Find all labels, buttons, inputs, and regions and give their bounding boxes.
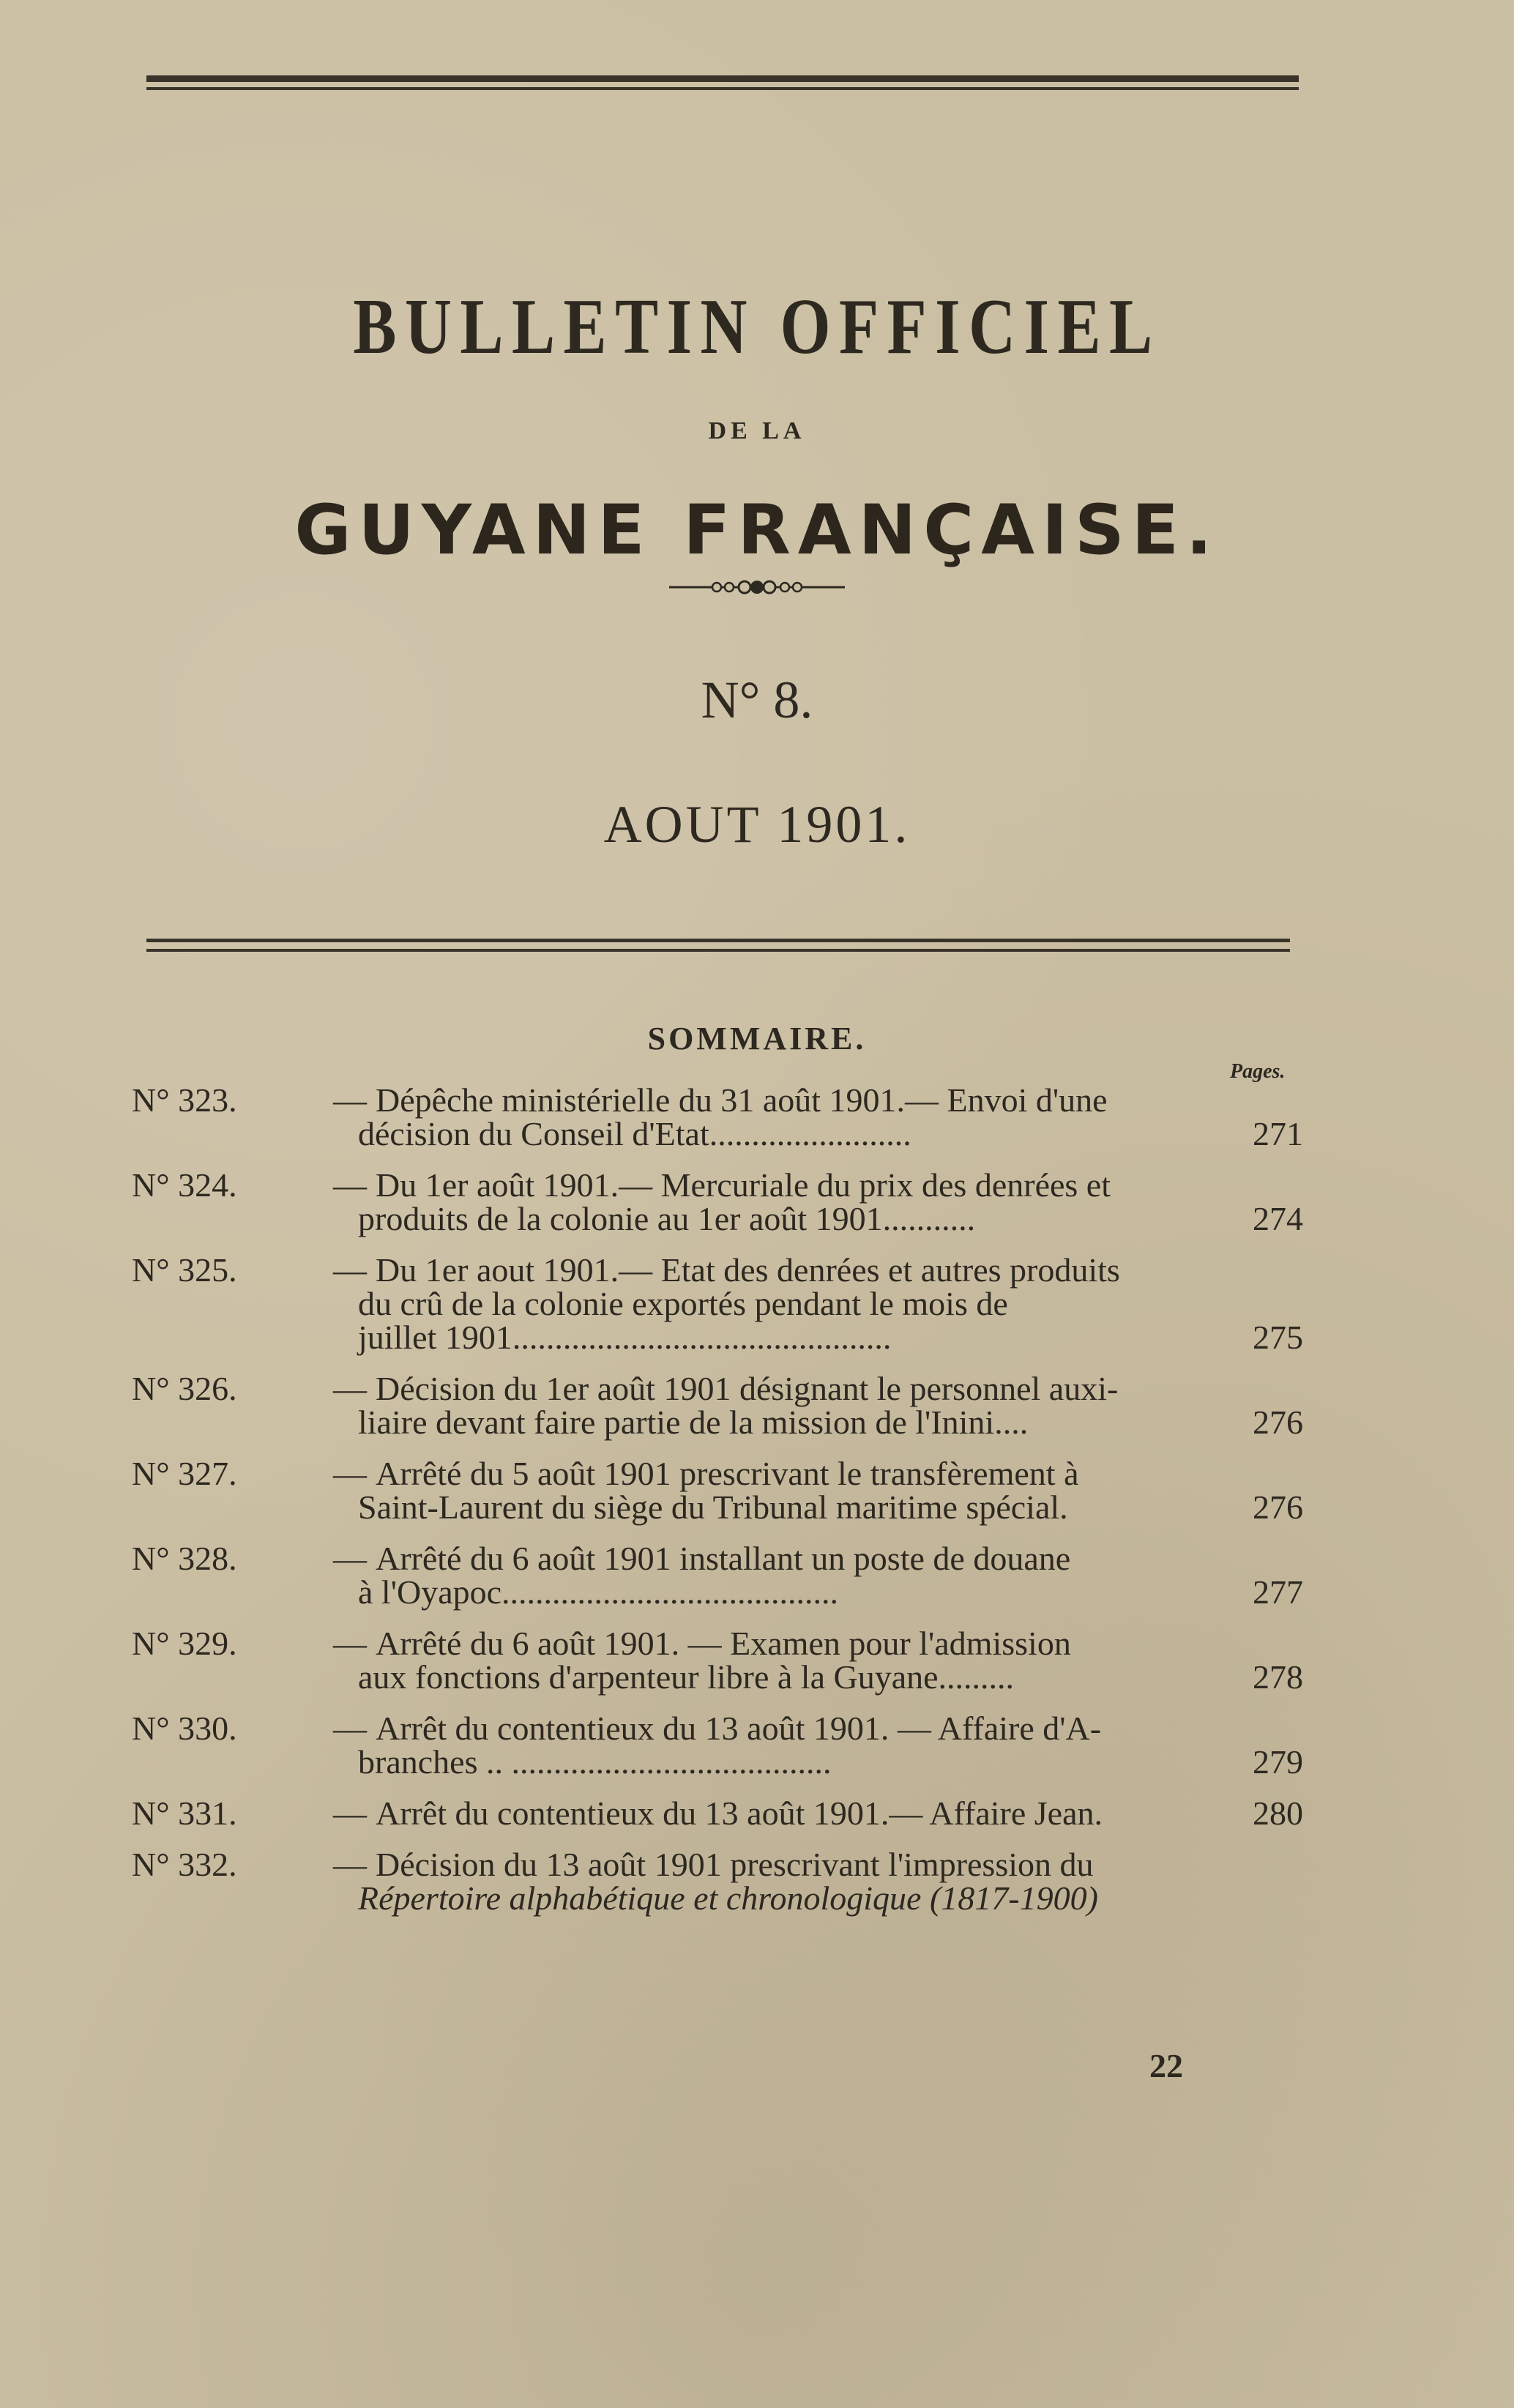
flourish-icon: [669, 578, 845, 596]
list-item: N° 327. — Arrêté du 5 août 1901 prescrivant le transfèrement à Saint-Laurent du siège du Tribunal maritime spécial. 276: [132, 1455, 1303, 1526]
list-item: N° 325. — Du 1er aout 1901.— Etat des denrées et autres produits du crû de la colonie exportés pendant le mois de juillet 1901............................................. 275: [132, 1251, 1303, 1356]
entry-line: Dépêche ministérielle du 31 août 1901.— Envoi d'une: [376, 1081, 1108, 1119]
entry-line: Décision du 13 août 1901 prescrivant l'impression du: [376, 1846, 1094, 1883]
entry-line: Du 1er août 1901.— Mercuriale du prix des denrées et: [376, 1166, 1111, 1204]
entry-line: Répertoire alphabétique et chronologique (1817-1900): [358, 1879, 1098, 1917]
summary-list: [132, 1081, 1303, 1933]
list-item: N° 323. — Dépêche ministérielle du 31 août 1901.— Envoi d'une décision du Conseil d'Etat........................ 271: [132, 1081, 1303, 1152]
list-item: N° 329. — Arrêté du 6 août 1901. — Examen pour l'admission aux fonctions d'arpenteur libre à la Guyane......... 278: [132, 1625, 1303, 1696]
list-item: N° 331. — Arrêt du contentieux du 13 août 1901.— Affaire Jean. 280: [132, 1794, 1303, 1832]
page-folio: 22: [1149, 2047, 1183, 2084]
entry-line: Saint-Laurent du siège du Tribunal maritime spécial.: [358, 1488, 1068, 1526]
entry-page: 280: [1253, 1794, 1303, 1832]
entry-line: aux fonctions d'arpenteur libre à la Guyane.........: [358, 1658, 1015, 1696]
entry-number: N° 329.: [132, 1625, 237, 1662]
entry-number: N° 328.: [132, 1540, 237, 1577]
pages-column-header: Pages.: [1230, 1060, 1286, 1083]
summary-heading: SOMMAIRE.: [647, 1021, 867, 1056]
ornament-divider: [0, 578, 1514, 596]
entry-number: N° 330.: [132, 1710, 237, 1747]
list-item: N° 324. — Du 1er août 1901.— Mercuriale du prix des denrées et produits de la colonie au 1er août 1901........... 274: [132, 1166, 1303, 1237]
entry-number: N° 323.: [132, 1081, 237, 1119]
entry-page: 274: [1253, 1200, 1303, 1237]
top-rule: [146, 75, 1299, 82]
entry-line: Du 1er aout 1901.— Etat des denrées et autres produits: [376, 1251, 1120, 1289]
middle-rule: [146, 939, 1290, 942]
list-item: N° 332. — Décision du 13 août 1901 prescrivant l'impression du Répertoire alphabétique et chronologique (1817-1900): [132, 1848, 1303, 1915]
issue-number: N° 8.: [701, 671, 813, 729]
entry-line: produits de la colonie au 1er août 1901...........: [358, 1200, 976, 1237]
entry-number: N° 324.: [132, 1166, 237, 1204]
colony-title: GUYANE FRANÇAISE.: [294, 491, 1220, 570]
entry-page: 278: [1253, 1658, 1303, 1696]
issue-date: AOUT 1901.: [603, 795, 911, 854]
entry-number: N° 332.: [132, 1846, 237, 1883]
entry-page: 279: [1253, 1743, 1303, 1781]
title-connector: DE LA: [708, 417, 806, 444]
entry-line: Arrêté du 5 août 1901 prescrivant le transfèrement à: [376, 1455, 1079, 1492]
entry-line: Décision du 1er août 1901 désignant le personnel auxi-: [376, 1370, 1119, 1407]
entry-line: branches .. ......................................: [358, 1743, 832, 1781]
entry-number: N° 325.: [132, 1251, 237, 1289]
bulletin-title: BULLETIN OFFICIEL: [353, 283, 1161, 370]
entry-line: du crû de la colonie exportés pendant le mois de: [358, 1285, 1008, 1322]
middle-rule-thin: [146, 949, 1290, 952]
entry-line: Arrêt du contentieux du 13 août 1901.— Affaire Jean.: [376, 1794, 1103, 1832]
entry-page: 275: [1253, 1319, 1303, 1356]
list-item: N° 330. — Arrêt du contentieux du 13 août 1901. — Affaire d'A- branches .. ...................................... 279: [132, 1710, 1303, 1781]
top-rule-thin: [146, 87, 1299, 90]
entry-page: 276: [1253, 1488, 1303, 1526]
entry-number: N° 326.: [132, 1370, 237, 1407]
list-item: N° 328. — Arrêté du 6 août 1901 installant un poste de douane à l'Oyapoc........................................ 277: [132, 1540, 1303, 1611]
entry-line: Arrêté du 6 août 1901. — Examen pour l'admission: [376, 1625, 1071, 1662]
entry-line: décision du Conseil d'Etat........................: [358, 1115, 911, 1152]
list-item: N° 326. — Décision du 1er août 1901 désignant le personnel auxi- liaire devant faire partie de la mission de l'Inini.... 276: [132, 1370, 1303, 1441]
entry-line: Arrêt du contentieux du 13 août 1901. — Affaire d'A-: [376, 1710, 1102, 1747]
entry-number: N° 331.: [132, 1794, 237, 1832]
entry-line: juillet 1901.............................................: [358, 1319, 892, 1356]
entry-page: 277: [1253, 1573, 1303, 1611]
entry-number: N° 327.: [132, 1455, 237, 1492]
entry-page: 276: [1253, 1404, 1303, 1441]
entry-page: 271: [1253, 1115, 1303, 1152]
entry-line: liaire devant faire partie de la mission de l'Inini....: [358, 1404, 1029, 1441]
entry-line: à l'Oyapoc........................................: [358, 1573, 839, 1611]
entry-line: Arrêté du 6 août 1901 installant un poste de douane: [376, 1540, 1071, 1577]
